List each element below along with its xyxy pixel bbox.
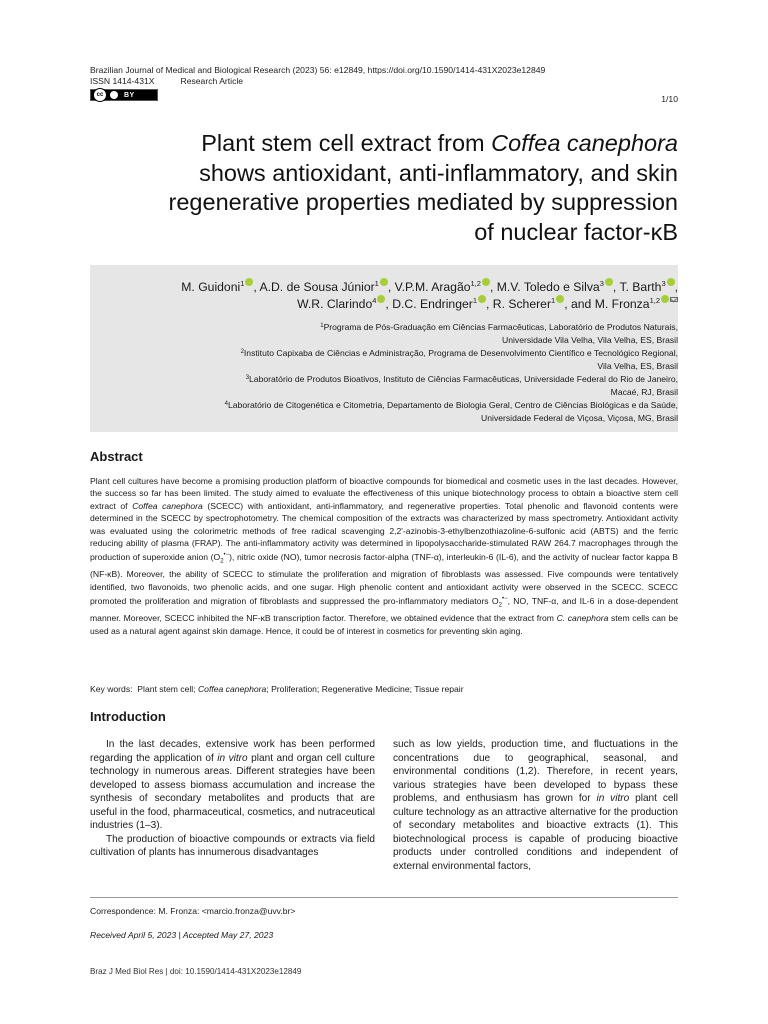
orcid-icon[interactable] [377,295,385,303]
orcid-icon[interactable] [556,295,564,303]
abstract-heading: Abstract [90,449,143,464]
orcid-icon[interactable] [605,278,613,286]
footnote-divider [90,897,678,898]
author-list: M. Guidoni$^1$ , A.D. de Sousa Júnior$^1$ , V.P.M. Aragão$^{1,2}$ , M.V. Toledo e Silva$^3$ , T. Barth$^3$ , W.R. Clarindo$^4$ , D.C. Endringer$^1$ , R. Scherer$^1$ , and M. Fronza$^{1,2}$ [181,279,678,311]
orcid-icon[interactable] [478,295,486,303]
affiliation-4: $^4$Laboratório de Citogenética e Citometria, Departamento de Biologia Geral, Centro de Ciências Biológicas e da Saúde, Universidade Federal de Viçosa, Viçosa, MG, Brasil [224,400,678,423]
affiliation-2: $^2$Instituto Capixaba de Ciências e Administração, Programa de Desenvolvimento Científico e Tecnológico Regional, Vila Velha, ES, Brasil [240,348,678,371]
article-type: Research Article [180,76,244,86]
orcid-icon[interactable] [667,278,675,286]
article-title: Plant stem cell extract from Coffea canephora shows antioxidant, anti-inflammatory, and skin regenerative properties mediated by suppression of nuclear factor-κB [168,130,678,245]
email-icon[interactable] [670,297,678,302]
author: M. Fronza [594,297,650,311]
author: D.C. Endringer [392,297,473,311]
attribution-icon [110,91,118,99]
orcid-icon[interactable] [661,295,669,303]
paragraph: The production of bioactive compounds or extracts via field cultivation of plants has innumerous disadvantages [90,833,375,858]
introduction-heading: Introduction [90,709,166,724]
license-label: BY [124,91,135,99]
affiliations [98,321,678,425]
author: V.P.M. Aragão [394,280,471,294]
received-accepted-dates: Received April 5, 2023 | Accepted May 27, 2023 [90,930,274,940]
keywords: Key words: Plant stem cell; Coffea canephora; Proliferation; Regenerative Medicine; Tissue repair [90,684,464,694]
keywords-label: Key words: [90,684,133,694]
author: M. Guidoni [181,280,241,294]
intro-column-right [393,738,678,873]
issn-line [90,76,243,87]
author: R. Scherer [492,297,552,311]
orcid-icon[interactable] [380,278,388,286]
journal-citation: Brazilian Journal of Medical and Biological Research (2023) 56: e12849, https://doi.org/10.1590/1414-431X2023e12849 [90,65,546,75]
orcid-icon[interactable] [482,278,490,286]
paragraph: such as low yields, production time, and fluctuations in the concentrations due to geographical, seasonal, and environmental conditions (1,2). Therefore, in recent years, various strategies have been developed to bypass these problems, and enthusiasm has grown for in vitro plant cell culture technology as an attractive alternative for the production of secondary metabolites and bioactive extracts (1). This biotechnological process is capable of producing bioactive products under controlled conditions and independent of external environmental factors, [393,739,678,872]
intro-column-left [90,738,375,860]
correspondence[interactable]: Correspondence: M. Fronza: <marcio.fronza@uvv.br> [90,906,296,916]
paragraph: In the last decades, extensive work has been performed regarding the application of in vitro plant and organ cell culture technology in numerous areas. Different strategies have been developed to assess biomass accumulation and increase the synthesis of secondary metabolites and products that are useful in the food, pharmaceutical, cosmetics, and nutraceutical industries (1–3). [90,739,376,831]
title-species: Coffea canephora [491,130,678,156]
author: A.D. de Sousa Júnior [259,280,375,294]
issn: ISSN 1414-431X [90,76,155,86]
orcid-icon[interactable] [245,278,253,286]
author: W.R. Clarindo [297,297,373,311]
authors-conjunction: and [570,297,592,311]
affiliation-1: $^1$Programa de Pós-Graduação em Ciências Farmacêuticas, Laboratório de Produtos Naturais, Universidade Vila Velha, Vila Velha, ES, Brasil [320,322,678,345]
page-number: 1/10 [661,94,678,104]
creative-commons-icon: cc [93,88,107,102]
cc-by-license-badge[interactable] [90,89,158,101]
footer-citation: Braz J Med Biol Res | doi: 10.1590/1414-431X2023e12849 [90,967,302,976]
abstract-body: Plant cell cultures have become a promising production platform of bioactive compounds for biomedical and cosmetic uses in the last decades. However, the success so far has been limited. The study aimed to evaluate the effectiveness of this unique biotechnology process to obtain a bioactive stem cell extract of Coffea canephora (SCECC) with antioxidant, anti-inflammatory, and regenerative properties. Total phenolic and flavonoid contents were determined in the SCECC by spectrophotometry. The chemical composition of the extracts was characterized by mass spectrometry. Antioxidant activity was evaluated using the colorimetric methods of free radical scavenging 2,2'-azinobis-3-ethylbenzothiazoline-6-sulfonic acid (ABTS) and the ferric reducing ability of plasma (FRAP). The anti-inflammatory activity was determined in lipopolysaccharide-stimulated RAW 264.7 macrophages through the production of superoxide anion $(O_2^{•-})$, nitric oxide (NO), tumor necrosis factor-alpha (TNF-α), interleukin-6 (IL-6), and the activity of nuclear factor kappa B (NF-κB). Moreover, the ability of SCECC to stimulate the proliferation and migration of fibroblasts was assessed. Five compounds were tentatively identified, two flavonoids, two phenolic acids, and one sugar. High phenolic content and antioxidant activity were observed in the SCECC. SCECC promoted the proliferation and migration of fibroblasts and suppressed the pro-inflammatory mediators $O_2^{•-}$, NO, TNF-α, and IL-6 in a dose-dependent manner. Moreover, SCECC inhibited the NF-κB transcription factor. Therefore, we obtained evidence that the extract from C. canephora stem cells can be used as a natural agent against skin damage. Hence, it could be of interest in cosmetics for preventing skin aging. [90,476,679,636]
affiliation-3: $^3$Laboratório de Produtos Bioativos, Instituto de Ciências Farmacêuticas, Universidade Federal do Rio de Janeiro, Macaé, RJ, Brasil [245,374,678,397]
author: T. Barth [619,280,662,294]
author: M.V. Toledo e Silva [496,280,600,294]
